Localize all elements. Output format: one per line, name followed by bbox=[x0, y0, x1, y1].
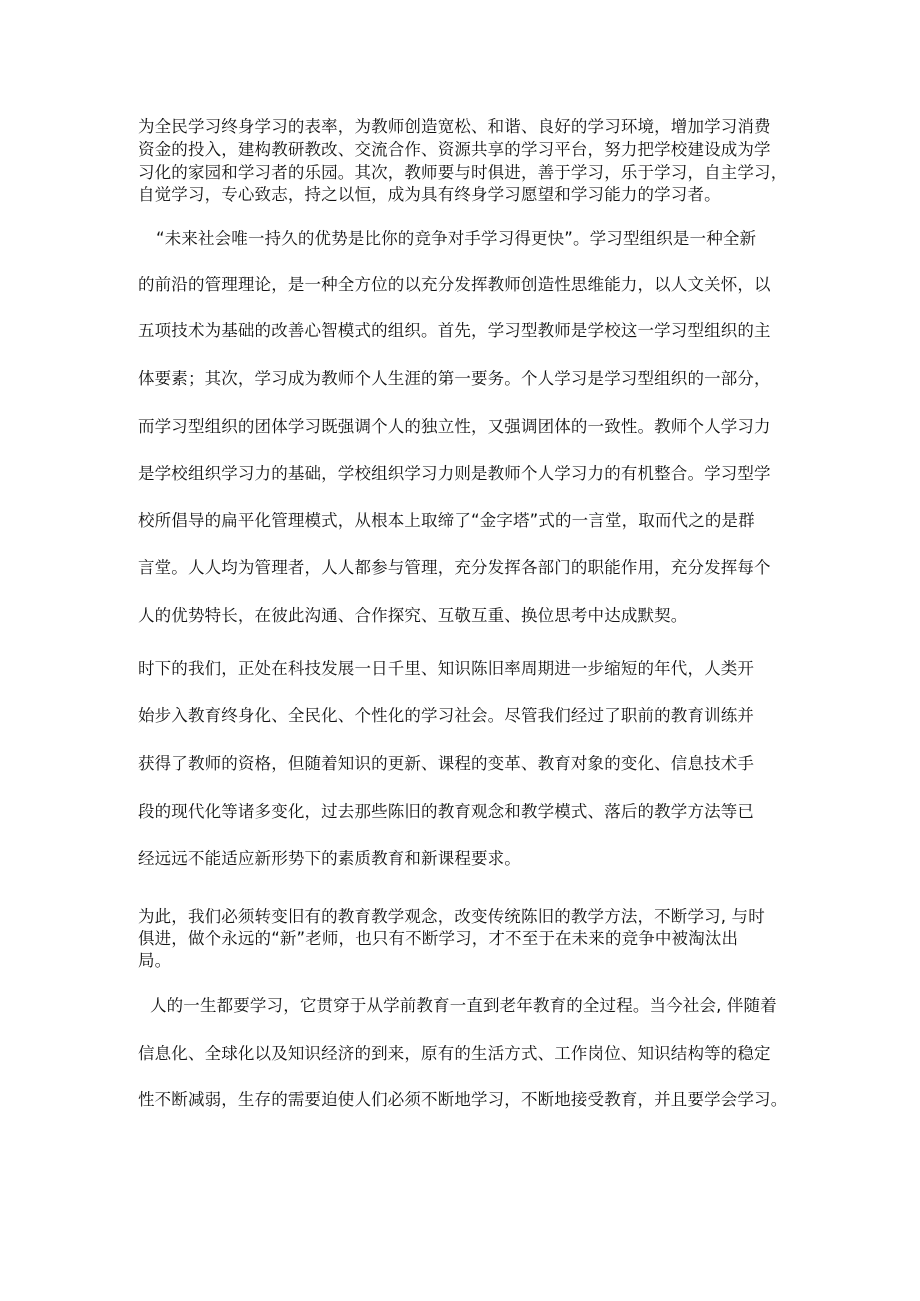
paragraph-2-line-9: 人的优势特长，在彼此沟通、合作探究、互敬互重、换位思考中达成默契。 bbox=[138, 606, 688, 625]
paragraph-2-line-3: 五项技术为基础的改善心智模式的组织。首先，学习型教师是学校这一学习型组织的主 bbox=[138, 321, 771, 340]
paragraph-3-line-5: 经远远不能适应新形势下的素质教育和新课程要求。 bbox=[138, 849, 521, 868]
paragraph-2-line-7: 校所倡导的扁平化管理模式，从根本上取缔了“金字塔”式的一言堂，取而代之的是群 bbox=[138, 511, 755, 530]
paragraph-2-line-8: 言堂。人人均为管理者，人人都参与管理，充分发挥各部门的职能作用，充分发挥每个 bbox=[138, 558, 771, 577]
paragraph-3-line-1: 时下的我们，正处在科技发展一日千里、知识陈旧率周期进一步缩短的年代，人类开 bbox=[138, 659, 755, 678]
paragraph-1-line-4: 自觉学习，专心致志，持之以恒，成为具有终身学习愿望和学习能力的学习者。 bbox=[138, 185, 721, 204]
paragraph-1-line-3: 习化的家园和学习者的乐园。其次，教师要与时俱进，善于学习，乐于学习，自主学习， bbox=[138, 163, 788, 182]
paragraph-3-line-2: 始步入教育终身化、全民化、个性化的学习社会。尽管我们经过了职前的教育训练并 bbox=[138, 706, 755, 725]
paragraph-2-line-1: “未来社会唯一持久的优势是比你的竞争对手学习得更快”。学习型组织是一种全新 bbox=[156, 229, 757, 248]
paragraph-1-line-1: 为全民学习终身学习的表率，为教师创造宽松、和谐、良好的学习环境，增加学习消费 bbox=[138, 117, 771, 136]
paragraph-3-line-4: 段的现代化等诸多变化，过去那些陈旧的教育观念和教学模式、落后的教学方法等已 bbox=[138, 802, 755, 821]
paragraph-2-line-6: 是学校组织学习力的基础，学校组织学习力则是教师个人学习力的有机整合。学习型学 bbox=[138, 464, 771, 483]
paragraph-4-line-1: 为此，我们必须转变旧有的教育教学观念，改变传统陈旧的教学方法，不断学习, 与时 bbox=[138, 907, 765, 926]
paragraph-2-line-5: 而学习型组织的团体学习既强调个人的独立性，又强调团体的一致性。教师个人学习力 bbox=[138, 417, 771, 436]
paragraph-4-line-3: 局。 bbox=[138, 951, 172, 970]
paragraph-4-line-2: 俱进，做个永远的“新”老师，也只有不断学习，才不至于在未来的竞争中被淘汰出 bbox=[138, 929, 739, 948]
paragraph-5-line-1: 人的一生都要学习，它贯穿于从学前教育一直到老年教育的全过程。当今社会, 伴随着 bbox=[150, 996, 777, 1015]
paragraph-2-line-2: 的前沿的管理理论，是一种全方位的以充分发挥教师创造性思维能力，以人文关怀，以 bbox=[138, 275, 771, 294]
paragraph-2-line-4: 体要素；其次，学习成为教师个人生涯的第一要务。个人学习是学习型组织的一部分， bbox=[138, 369, 771, 388]
paragraph-3-line-3: 获得了教师的资格，但随着知识的更新、课程的变革、教育对象的变化、信息技术手 bbox=[138, 754, 755, 773]
paragraph-5-line-3: 性不断减弱，生存的需要迫使人们必须不断地学习，不断地接受教育，并且要学会学习。 bbox=[138, 1090, 788, 1109]
paragraph-5-line-2: 信息化、全球化以及知识经济的到来，原有的生活方式、工作岗位、知识结构等的稳定 bbox=[138, 1044, 771, 1063]
paragraph-1-line-2: 资金的投入，建构教研教改、交流合作、资源共享的学习平台，努力把学校建设成为学 bbox=[138, 140, 771, 159]
